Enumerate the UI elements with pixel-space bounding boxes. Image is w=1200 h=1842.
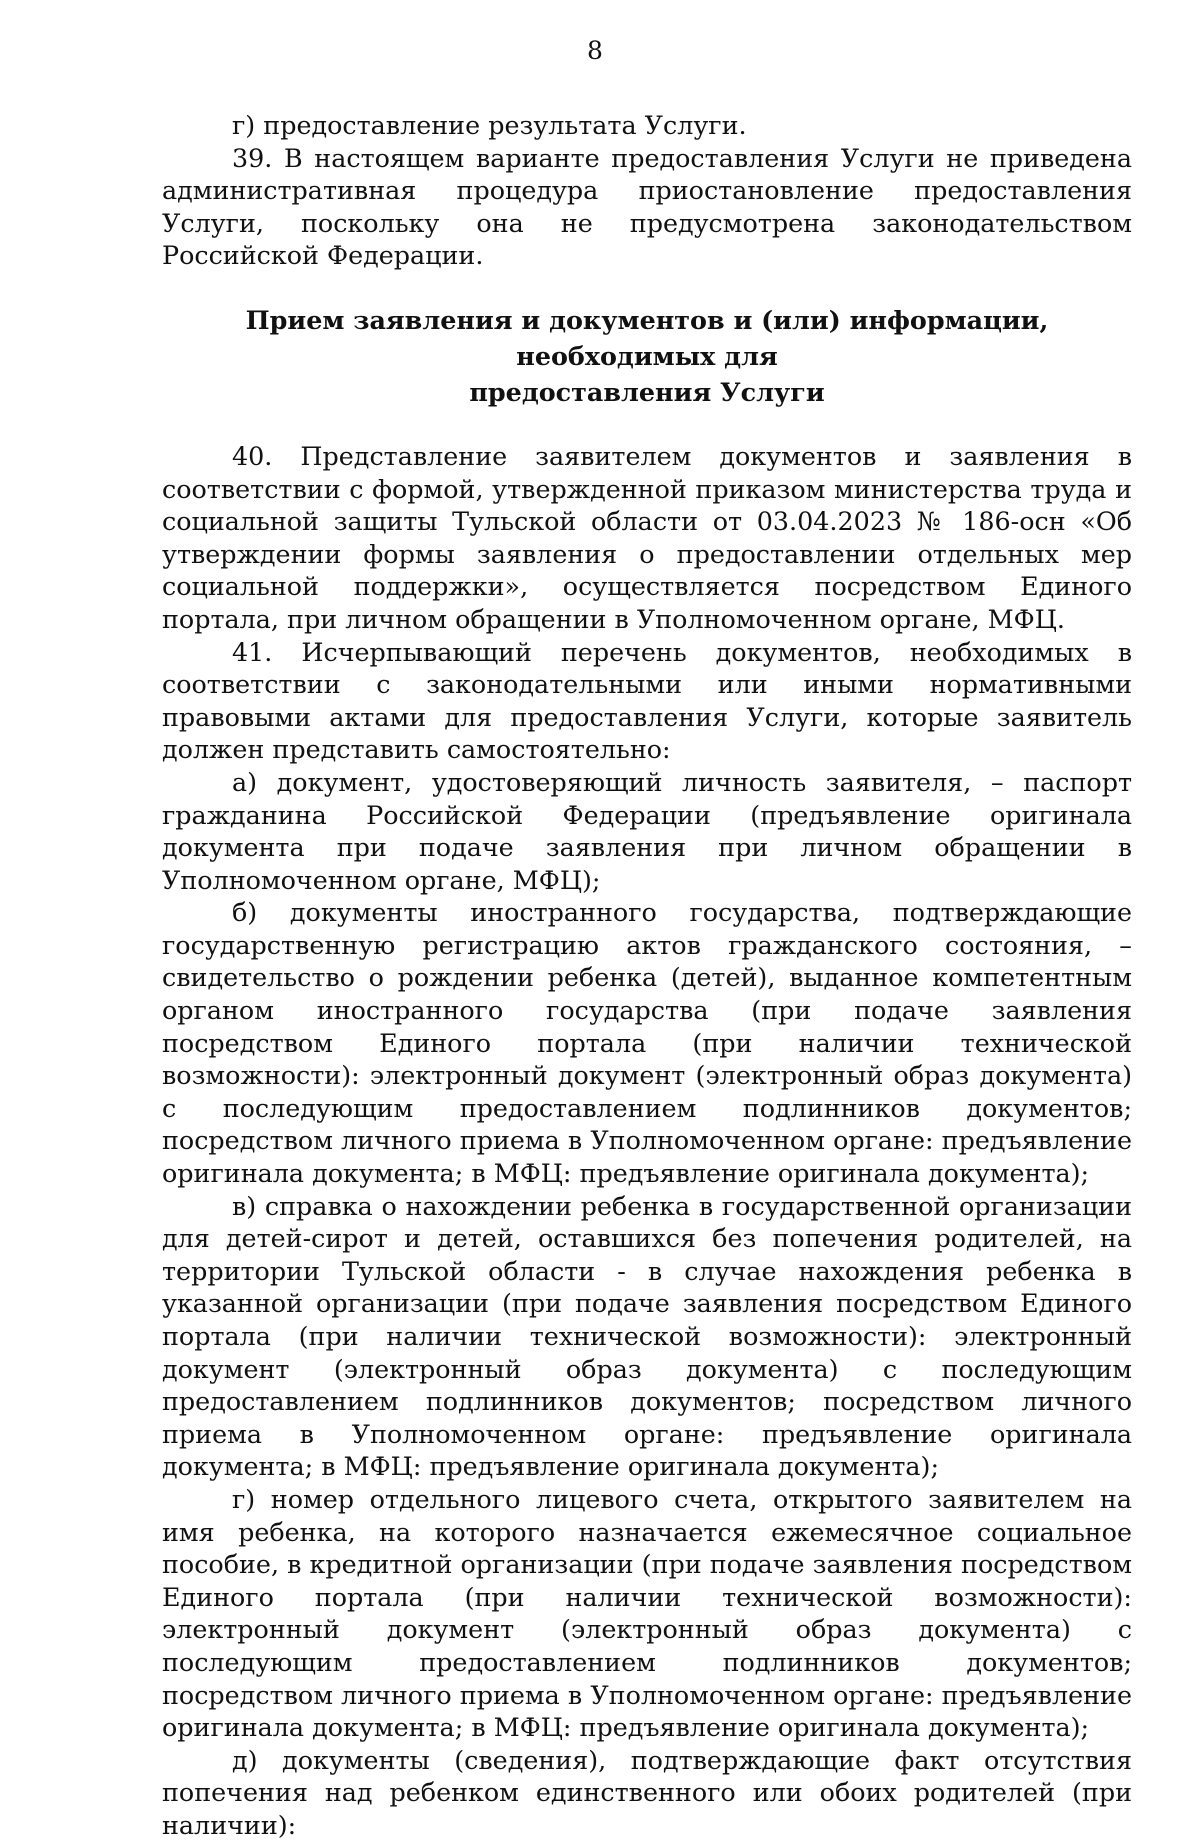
section-heading-line-1: Прием заявления и документов и (или) информации, необходимых для <box>245 304 1049 371</box>
paragraph-39: 39. В настоящем варианте предоставления Услуги не приведена административная процедура приостановление предоставления Услуги, поскольку она не предусмотрена законодательством Российской Федерации. <box>162 142 1132 271</box>
paragraph-41: 41. Исчерпывающий перечень документов, необходимых в соответствии с законодательными или иными нормативными правовыми актами для предоставления Услуги, которые заявитель должен представить самостоятельно: <box>162 636 1132 765</box>
document-body <box>162 109 1132 1842</box>
paragraph-item-g-result: г) предоставление результата Услуги. <box>232 110 747 140</box>
paragraph-41-g: г) номер отдельного лицевого счета, открытого заявителем на имя ребенка, на которого назначается ежемесячное социальное пособие, в кредитной организации (при подаче заявления посредством Единого портала (при наличии технической возможности): электронный документ (электронный образ документа) с последующим предоставлением подлинников документов; посредством личного приема в Уполномоченном органе: предъявление оригинала документа; в МФЦ: предъявление оригинала документа); <box>162 1483 1132 1743</box>
paragraph-41-v: в) справка о нахождении ребенка в государственной организации для детей-сирот и детей, оставшихся без попечения родителей, на территории Тульской области - в случае нахождения ребенка в указанной организации (при подаче заявления посредством Единого портала (при наличии технической возможности): электронный документ (электронный образ документа) с последующим предоставлением подлинников документов; посредством личного приема в Уполномоченном органе: предъявление оригинала документа; в МФЦ: предъявление оригинала документа); <box>162 1190 1132 1482</box>
paragraph-41-b: б) документы иностранного государства, подтверждающие государственную регистрацию актов гражданского состояния, – свидетельство о рождении ребенка (детей), выданное компетентным органом иностранного государства (при подаче заявления посредством Единого портала (при наличии технической возможности): электронный документ (электронный образ документа) с последующим предоставлением подлинников документов; посредством личного приема в Уполномоченном органе: предъявление оригинала документа; в МФЦ: предъявление оригинала документа); <box>162 897 1132 1189</box>
section-heading-line-2: предоставления Услуги <box>469 376 825 407</box>
page-number: 8 <box>587 36 603 65</box>
paragraph-41-d: д) документы (сведения), подтверждающие факт отсутствия попечения над ребенком единственного или обоих родителей (при наличии): <box>162 1744 1132 1840</box>
section-heading <box>162 302 1132 410</box>
paragraph-41-a: а) документ, удостоверяющий личность заявителя, – паспорт гражданина Российской Федерации (предъявление оригинала документа при подаче заявления при личном обращении в Уполномоченном органе, МФЦ); <box>162 766 1132 895</box>
paragraph-40: 40. Представление заявителем документов и заявления в соответствии с формой, утвержденной приказом министерства труда и социальной защиты Тульской области от 03.04.2023 № 186-осн «Об утверждении формы заявления о предоставлении отдельных мер социальной поддержки», осуществляется посредством Единого портала, при личном обращении в Уполномоченном органе, МФЦ. <box>162 440 1132 634</box>
